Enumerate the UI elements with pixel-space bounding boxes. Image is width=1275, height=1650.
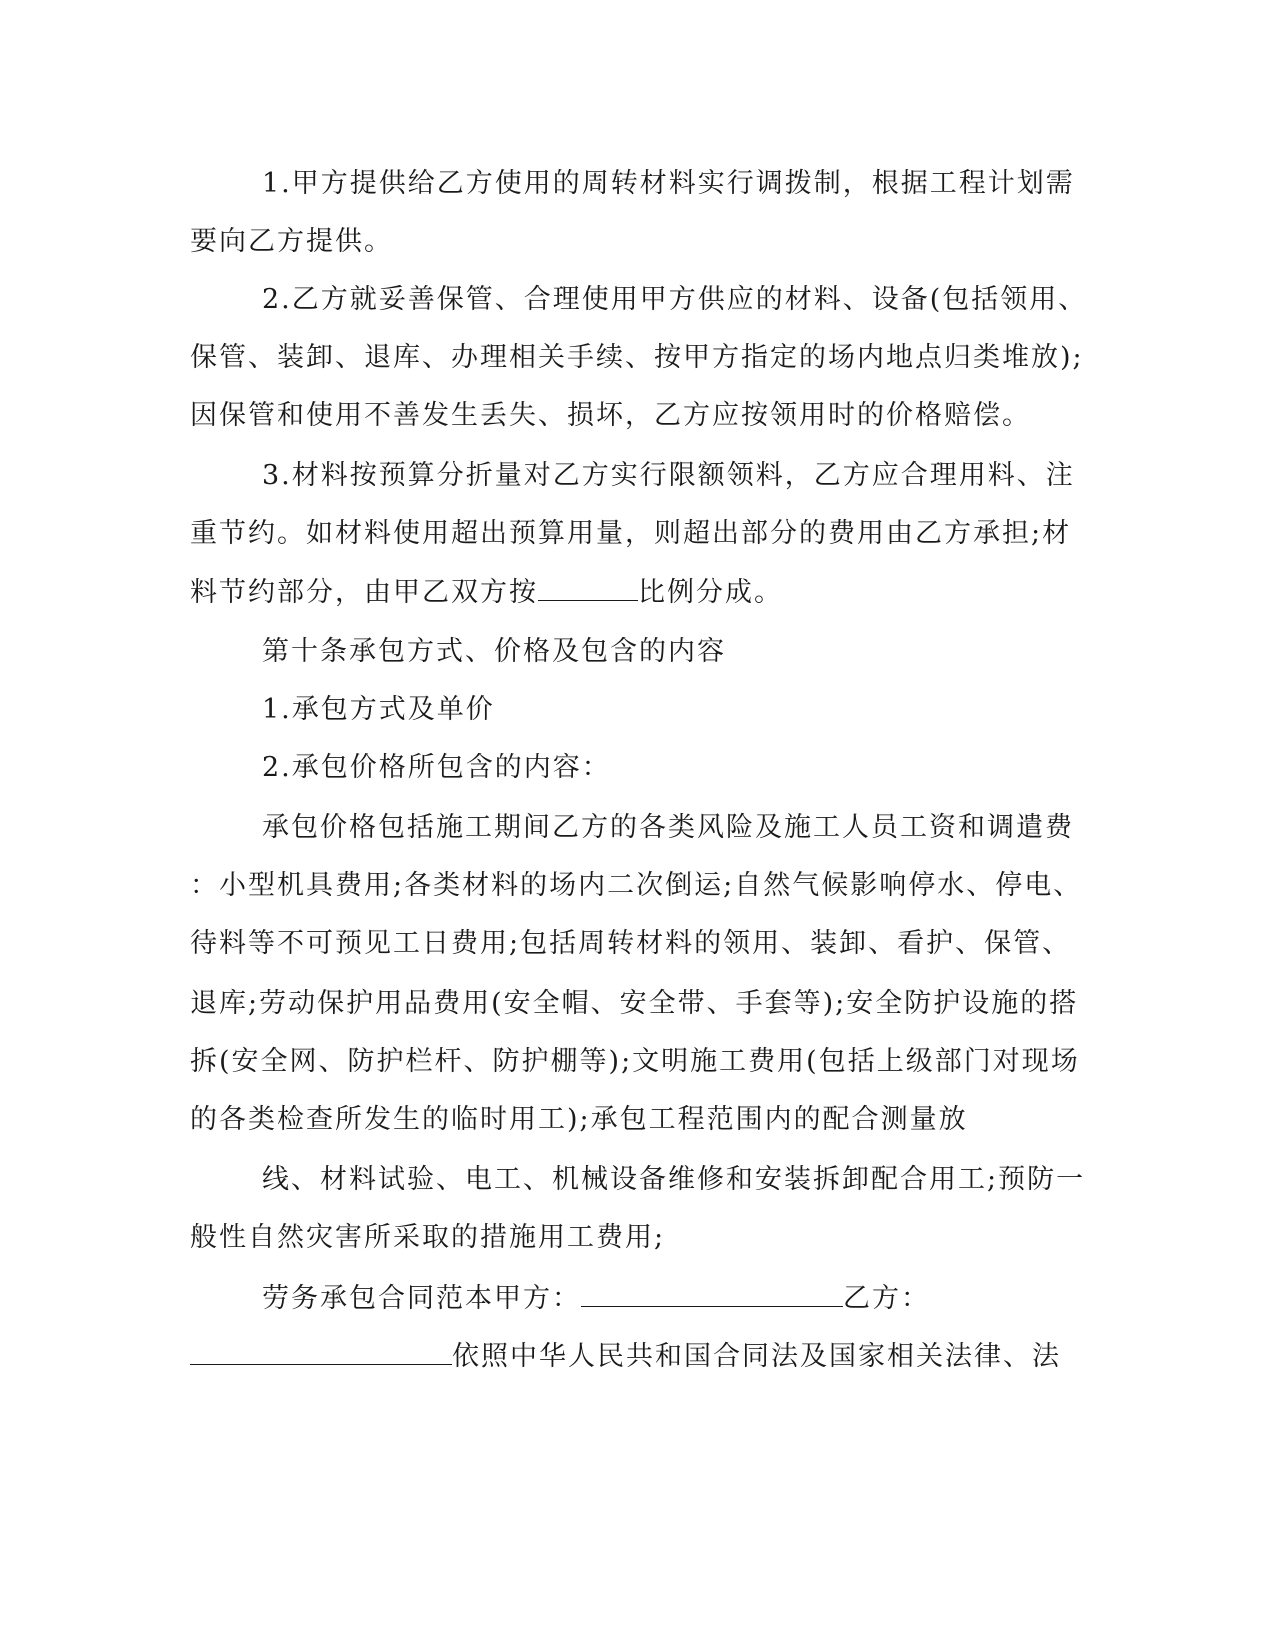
text-line: ：小型机具费用;各类材料的场内二次倒运;自然气候影响停水、停电、 [190,870,1083,901]
text-line: 退库;劳动保护用品费用(安全帽、安全带、手套等);安全防护设施的搭 [190,988,1079,1019]
article-heading: 第十条承包方式、价格及包含的内容 [262,636,726,667]
text-line: 的各类检查所发生的临时用工);承包工程范围内的配合测量放 [190,1104,968,1135]
text-line: 1.甲方提供给乙方使用的周转材料实行调拨制，根据工程计划需 [262,168,1075,199]
text-line: 因保管和使用不善发生丢失、损坏，乙方应按领用时的价格赔偿。 [190,400,1031,431]
text-segment: 料节约部分，由甲乙双方按 [190,577,538,608]
party-a-blank[interactable] [581,1280,843,1307]
text-line: 拆(安全网、防护栏杆、防护棚等);文明施工费用(包括上级部门对现场 [190,1046,1080,1077]
text-line: 2.乙方就妥善保管、合理使用甲方供应的材料、设备(包括领用、 [262,284,1088,315]
text-line: 般性自然灾害所采取的措施用工费用; [190,1222,666,1253]
text-segment: 乙方： [843,1283,930,1314]
text-segment: 比例分成。 [638,577,783,608]
party-line [190,1338,1090,1374]
text-line: 3.材料按预算分折量对乙方实行限额领料，乙方应合理用料、注 [262,460,1075,491]
text-line-with-blank [190,574,1090,610]
party-line [262,1280,1162,1316]
text-segment: 劳务承包合同范本甲方： [262,1283,581,1314]
list-item: 2.承包价格所包含的内容： [262,752,611,783]
text-line: 承包价格包括施工期间乙方的各类风险及施工人员工资和调遣费 [262,812,1074,843]
list-item: 1.承包方式及单价 [262,694,495,725]
text-segment: 依照中华人民共和国合同法及国家相关法律、法 [452,1341,1061,1372]
text-line: 保管、装卸、退库、办理相关手续、按甲方指定的场内地点归类堆放); [190,342,1084,373]
fill-in-blank[interactable] [538,574,638,601]
text-line: 线、材料试验、电工、机械设备维修和安装拆卸配合用工;预防一 [262,1164,1086,1195]
text-line: 重节约。如材料使用超出预算用量，则超出部分的费用由乙方承担;材 [190,518,1072,549]
party-b-blank[interactable] [190,1338,452,1365]
text-line: 待料等不可预见工日费用;包括周转材料的领用、装卸、看护、保管、 [190,928,1072,959]
text-line: 要向乙方提供。 [190,226,393,257]
